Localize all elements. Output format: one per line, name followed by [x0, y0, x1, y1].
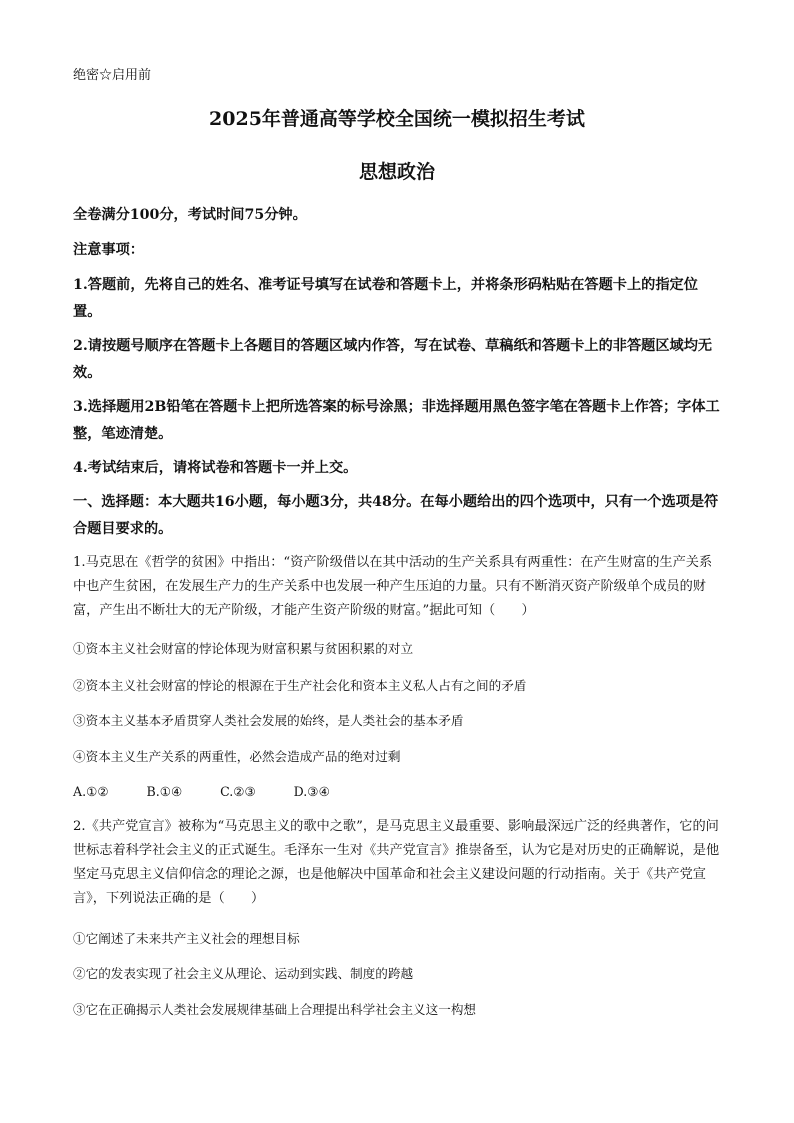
question-2-stem: 2.《共产党宣言》被称为“马克思主义的歌中之歌”，是马克思主义最重要、影响最深远广泛的经典著作，它的问世标志着科学社会主义的正式诞生。毛泽东一生对《共产党宣言》推崇备至，认为它是对历史的正确解说，是他坚定马克思主义信仰信念的理论之源，也是他解决中国革命和社会主义建设问题的行动指南。关于《共产党宣言》，下列说法正确的是（ ） — [73, 819, 720, 906]
note-2: 2.请按题号顺序在答题卡上各题目的答题区域内作答，写在试卷、草稿纸和答题卡上的非答题区域均无效。 — [73, 338, 713, 381]
note-3: 3.选择题用2B铅笔在答题卡上把所选答案的标号涂黑；非选择题用黑色签字笔在答题卡上作答；字体工整，笔迹清楚。 — [73, 399, 720, 442]
question-2-option-2: ②它的发表实现了社会主义从理论、运动到实践、制度的跨越 — [73, 966, 414, 981]
question-1-choices: A.①② B.①④ C.②③ D.③④ — [73, 784, 330, 799]
question-1-option-1: ①资本主义社会财富的悖论体现为财富积累与贫困积累的对立 — [73, 641, 414, 656]
note-4: 4.考试结束后，请将试卷和答题卡一并上交。 — [73, 460, 358, 476]
notes-title: 注意事项： — [73, 242, 144, 258]
question-1-option-2: ②资本主义社会财富的悖论的根源在于生产社会化和资本主义私人占有之间的矛盾 — [73, 678, 527, 693]
question-2-option-3: ③它在正确揭示人类社会发展规律基础上合理提出科学社会主义这一构想 — [73, 1002, 476, 1017]
question-2-option-1: ①它阐述了未来共产主义社会的理想目标 — [73, 931, 300, 946]
exam-title: 2025年普通高等学校全国统一模拟招生考试 — [209, 108, 585, 130]
confidential-label: 绝密☆启用前 — [73, 68, 152, 83]
score-info: 全卷满分100分，考试时间75分钟。 — [73, 207, 307, 223]
question-1-option-4: ④资本主义生产关系的两重性，必然会造成产品的绝对过剩 — [73, 749, 401, 764]
subject-title: 思想政治 — [358, 161, 435, 183]
section-heading: 一、选择题：本大题共16小题，每小题3分，共48分。在每小题给出的四个选项中，只有一个选项是符合题目要求的。 — [73, 494, 719, 537]
note-1: 1.答题前，先将自己的姓名、准考证号填写在试卷和答题卡上，并将条形码粘贴在答题卡上的指定位置。 — [73, 277, 698, 320]
question-1-option-3: ③资本主义基本矛盾贯穿人类社会发展的始终，是人类社会的基本矛盾 — [73, 713, 464, 728]
question-1-stem: 1.马克思在《哲学的贫困》中指出：“资产阶级借以在其中活动的生产关系具有两重性：在产生财富的生产关系中也产生贫困，在发展生产力的生产关系中也发展一种产生压迫的力量。只有不断消灭资产阶级单个成员的财富，产生出不断壮大的无产阶级，才能产生资产阶级的财富。”据此可知（ ） — [73, 555, 713, 618]
